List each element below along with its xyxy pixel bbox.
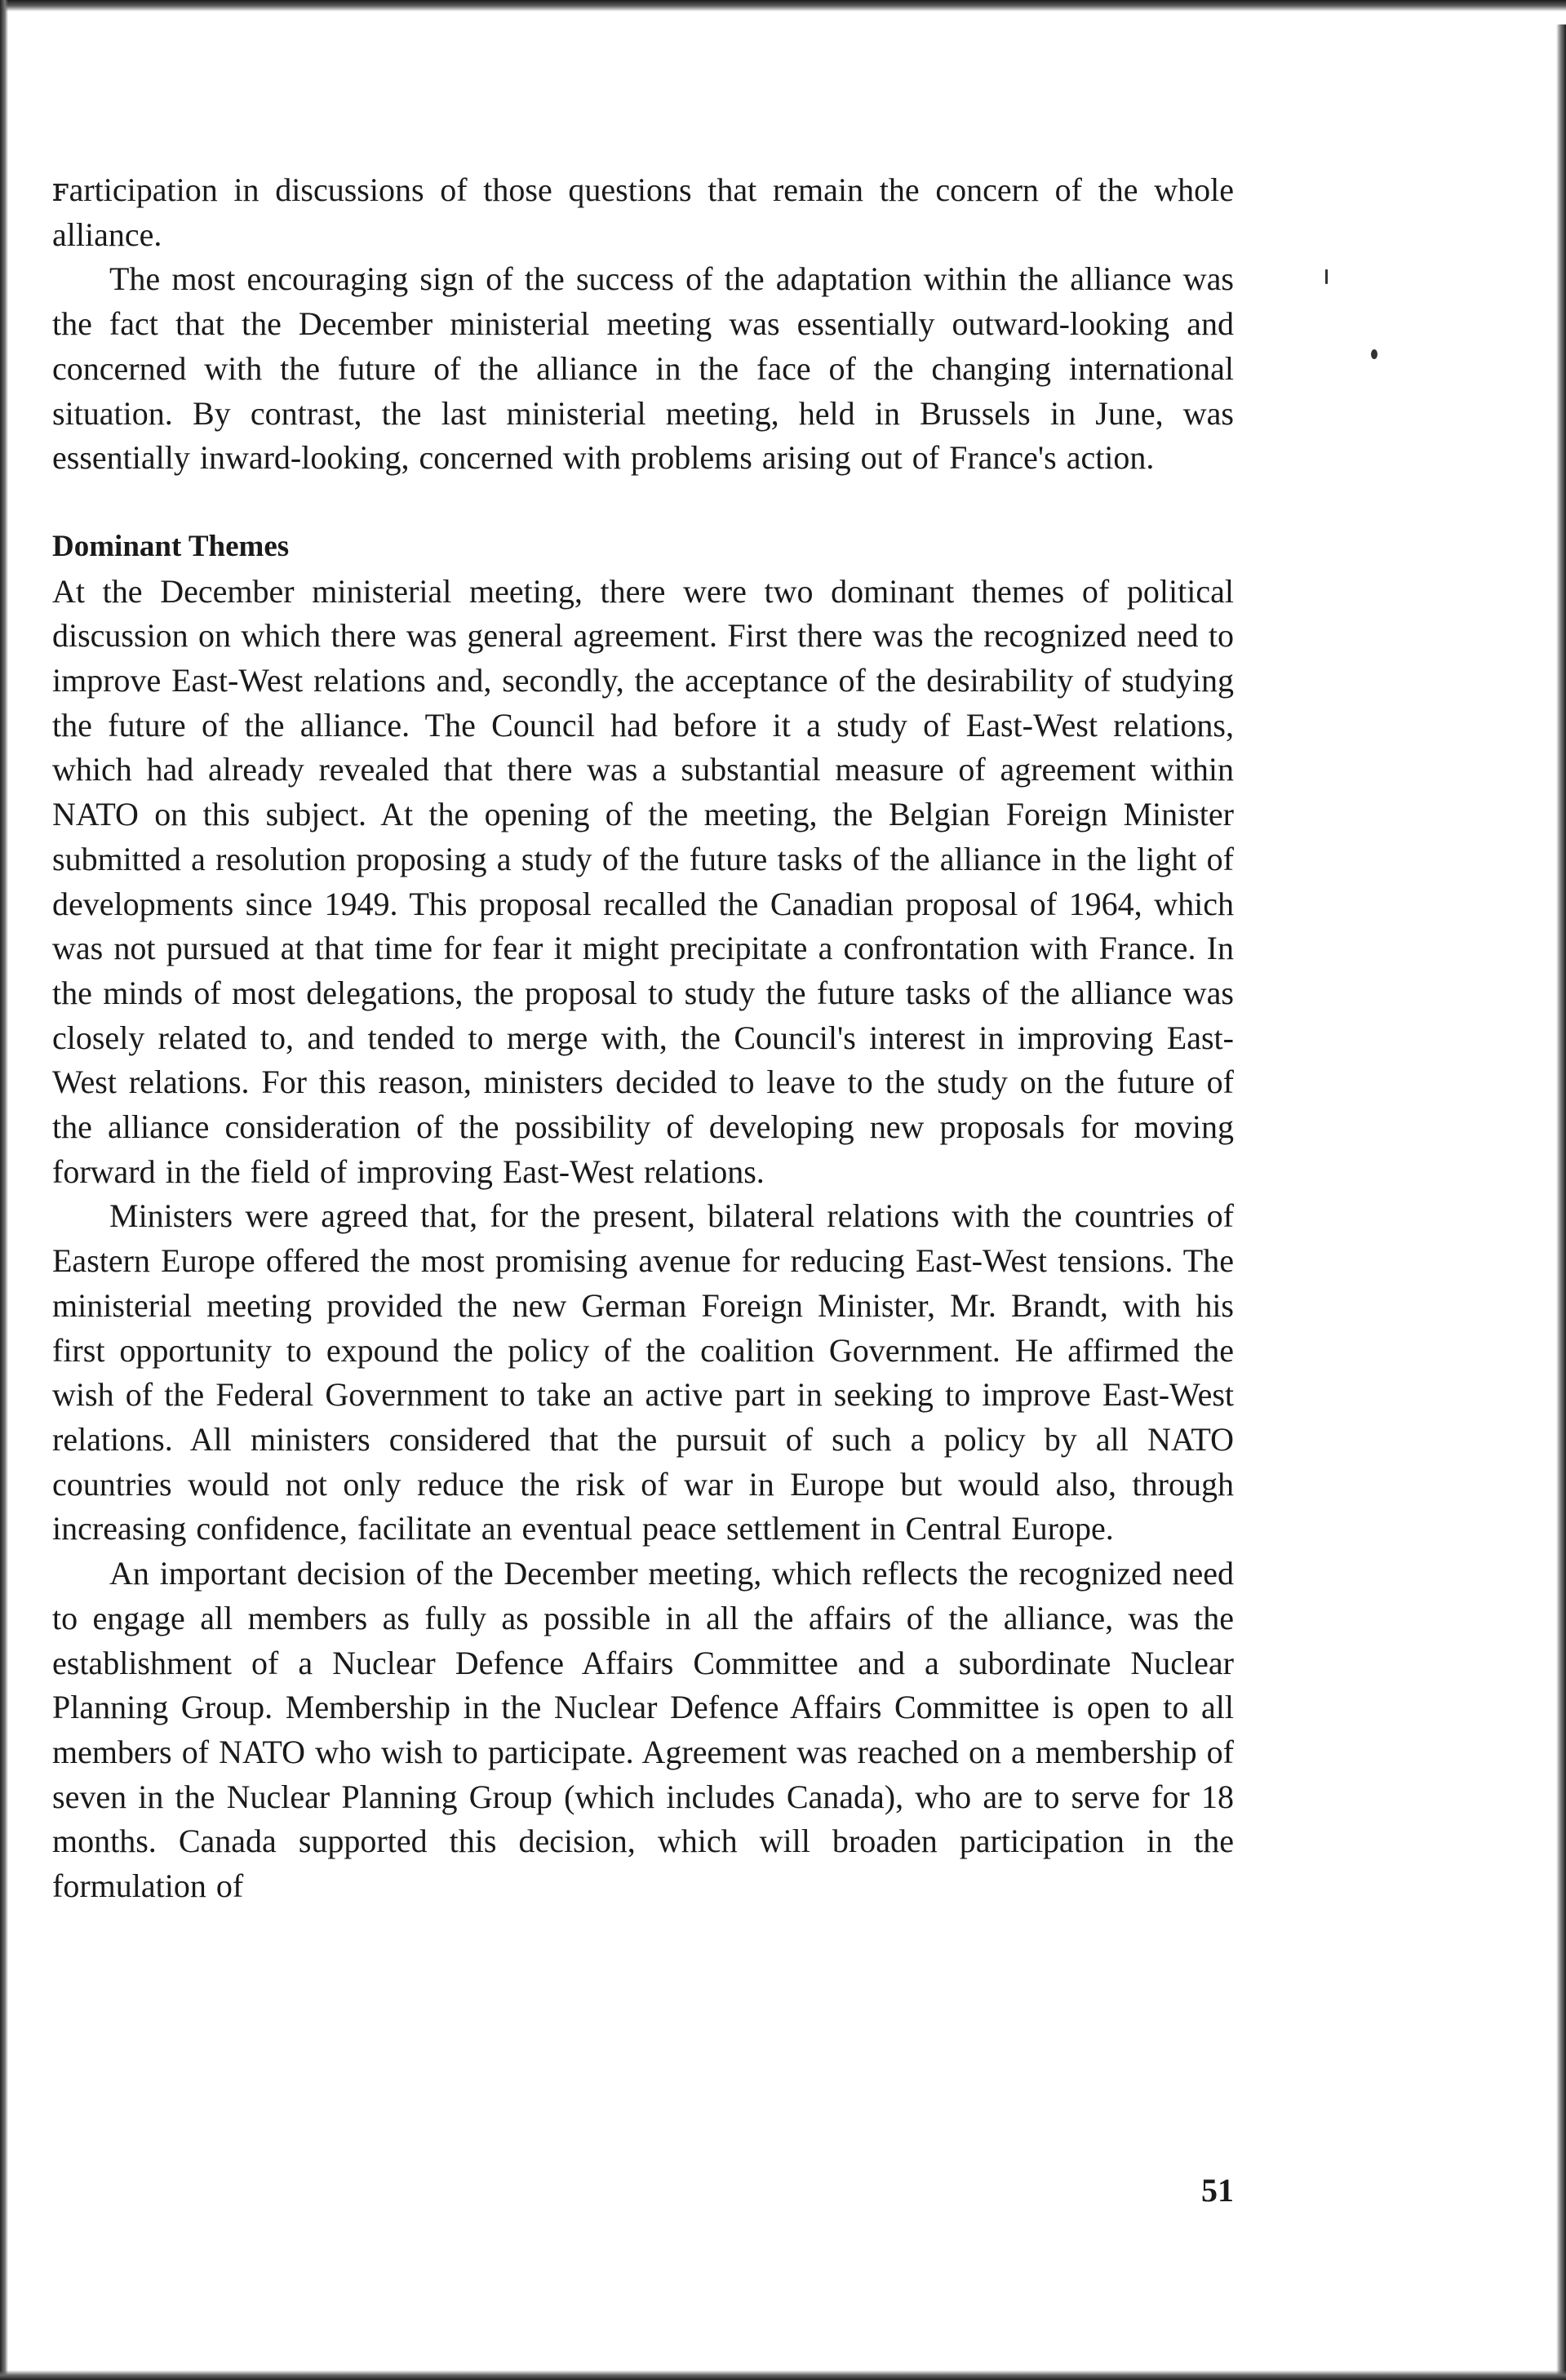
body-paragraph-5: An important decision of the December meeting, which reflects the recognized need to engage all members as fully as possible in all the affairs of the alliance, was the establishment of a Nuclear Defence Affairs Committee and a subordinate Nuclear Planning Group. Membership in the Nuclear Defence Affairs Committee is open to all members of NATO who wish to participate. Agreement was reached on a membership of seven in the Nuclear Planning Group (which includes Canada), who are to serve for 18 months. Canada supported this decision, which will broaden participation in the formulation of [52,1555,1234,1905]
scan-edge-top [0,0,1566,11]
body-paragraph-3: At the December ministerial meeting, there were two dominant themes of political discussion on which there was general agreement. First there was the recognized need to improve East-West relations and, secondly, the acceptance of the desirability of studying the future of the alliance. The Council had before it a study of East-West relations, which had already revealed that there was a substantial measure of agreement within NATO on this subject. At the opening of the meeting, the Belgian Foreign Minister submitted a resolution proposing a study of the future tasks of the alliance in the light of developments since 1949. This proposal recalled the Canadian proposal of 1964, which was not pursued at that time for fear it might precipitate a confrontation with France. In the minds of most delegations, the proposal to study the future tasks of the alliance was closely related to, and tended to merge with, the Council's interest in improving East-West relations. For this reason, ministers decided to leave to the study on the future of the alliance consideration of the possibility of developing new proposals for moving forward in the field of improving East-West relations. [52,572,1234,1190]
document-page [52,168,1234,1909]
body-paragraph-2: The most encouraging sign of the success of the adaptation within the alliance was the fact that the December ministerial meeting was essentially outward-looking and concerned with the future of the alliance in the face of the changing international situation. By contrast, the last ministerial meeting, held in Brussels in June, was essentially inward-looking, concerned with problems arising out of France's action. [52,260,1234,477]
scan-speck [1371,349,1377,359]
scan-edge-left [0,0,8,2380]
scan-speck [1325,269,1328,284]
body-paragraph-4: Ministers were agreed that, for the present, bilateral relations with the countries of Eastern Europe offered the most promising avenue for reducing East-West tensions. The ministerial meeting provided the new German Foreign Minister, Mr. Brandt, with his first opportunity to expound the policy of the coalition Government. He affirmed the wish of the Federal Government to take an active part in seeking to improve East-West relations. All ministers considered that the pursuit of such a policy by all NATO countries would not only reduce the risk of war in Europe but would also, through increasing confidence, facilitate an eventual peace settlement in Central Europe. [52,1197,1234,1547]
body-paragraph-1: ꜰarticipation in discussions of those questions that remain the concern of the whole alliance. [52,171,1234,253]
scan-edge-right [1556,24,1566,2380]
section-heading: Dominant Themes [52,529,290,563]
page-number: 51 [1201,2172,1234,2209]
scan-edge-bottom [0,2370,1566,2380]
